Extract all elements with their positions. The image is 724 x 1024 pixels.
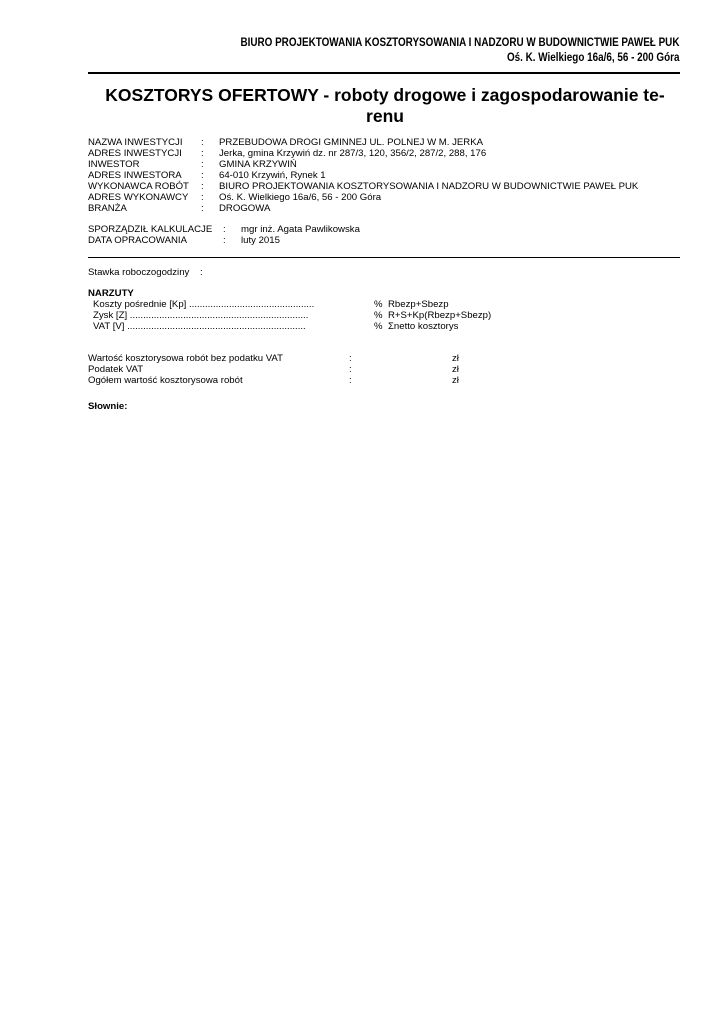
total-label-2: Ogółem wartość kosztorysowa robót (88, 375, 243, 386)
markups-heading: NARZUTY (88, 288, 134, 299)
document-title (100, 85, 670, 127)
markup-formula-2: Σnetto kosztorys (388, 321, 459, 332)
total-unit-2: zł (452, 375, 459, 386)
title-line-1: KOSZTORYS OFERTOWY - roboty drogowe i zagospodarowanie te- (105, 85, 665, 105)
info-colon-0: : (201, 137, 204, 148)
info-value-4: BIURO PROJEKTOWANIA KOSZTORYSOWANIA I NADZORU W BUDOWNICTWIE PAWEŁ PUK (219, 181, 639, 192)
total-label-0: Wartość kosztorysowa robót bez podatku VAT (88, 353, 283, 364)
total-unit-1: zł (452, 364, 459, 375)
info-value-6: DROGOWA (219, 203, 271, 214)
info-colon-1: : (201, 148, 204, 159)
prepared-date-value: luty 2015 (241, 235, 280, 246)
labour-rate-colon: : (200, 267, 203, 278)
info-value-0: PRZEBUDOWA DROGI GMINNEJ UL. POLNEJ W M. JERKA (219, 137, 484, 148)
total-label-1: Podatek VAT (88, 364, 144, 375)
title-line-2: renu (366, 106, 404, 126)
info-colon-2: : (201, 159, 204, 170)
info-colon-3: : (201, 170, 204, 181)
company-header (240, 36, 679, 66)
info-colon-5: : (201, 192, 204, 203)
info-value-2: GMINA KRZYWIŃ (219, 159, 297, 170)
info-value-5: Oś. K. Wielkiego 16a/6, 56 - 200 Góra (219, 192, 382, 203)
prepared-by-label: SPORZĄDZIŁ KALKULACJE (88, 224, 213, 235)
info-label-2: INWESTOR (88, 159, 140, 170)
company-name: BIURO PROJEKTOWANIA KOSZTORYSOWANIA I NADZORU W BUDOWNICTWIE PAWEŁ PUK (239, 37, 679, 49)
amount-in-words-label: Słownie: (88, 401, 128, 412)
markup-formula-0: Rbezp+Sbezp (388, 299, 449, 310)
labour-rate-label: Stawka roboczogodziny (88, 267, 190, 278)
prepared-date-colon: : (223, 235, 226, 246)
info-label-0: NAZWA INWESTYCJI (88, 137, 183, 148)
markup-unit-0: % (374, 299, 383, 310)
markup-label-1: Zysk [Z] ................................................................... (93, 310, 309, 321)
prepared-by-colon: : (223, 224, 226, 235)
info-divider (88, 257, 680, 258)
info-label-1: ADRES INWESTYCJI (88, 148, 182, 159)
info-label-5: ADRES WYKONAWCY (88, 192, 189, 203)
info-label-6: BRANŻA (88, 203, 127, 214)
info-label-4: WYKONAWCA ROBÓT (88, 181, 189, 192)
markup-label-2: VAT [V] ................................................................... (93, 321, 306, 332)
info-value-3: 64-010 Krzywiń, Rynek 1 (219, 170, 326, 181)
info-value-1: Jerka, gmina Krzywiń dz. nr 287/3, 120, 356/2, 287/2, 288, 176 (219, 148, 487, 159)
total-unit-0: zł (452, 353, 459, 364)
info-label-3: ADRES INWESTORA (88, 170, 182, 181)
company-address: Oś. K. Wielkiego 16a/6, 56 - 200 Góra (506, 52, 679, 64)
total-colon-1: : (349, 364, 352, 375)
info-colon-4: : (201, 181, 204, 192)
total-colon-0: : (349, 353, 352, 364)
markup-label-0: Koszty pośrednie [Kp] ............................................... (93, 299, 315, 310)
total-colon-2: : (349, 375, 352, 386)
header-divider (88, 72, 680, 74)
info-colon-6: : (201, 203, 204, 214)
prepared-date-label: DATA OPRACOWANIA (88, 235, 187, 246)
prepared-by-value: mgr inż. Agata Pawlikowska (241, 224, 360, 235)
markup-formula-1: R+S+Kp(Rbezp+Sbezp) (388, 310, 492, 321)
markup-unit-2: % (374, 321, 383, 332)
markup-unit-1: % (374, 310, 383, 321)
